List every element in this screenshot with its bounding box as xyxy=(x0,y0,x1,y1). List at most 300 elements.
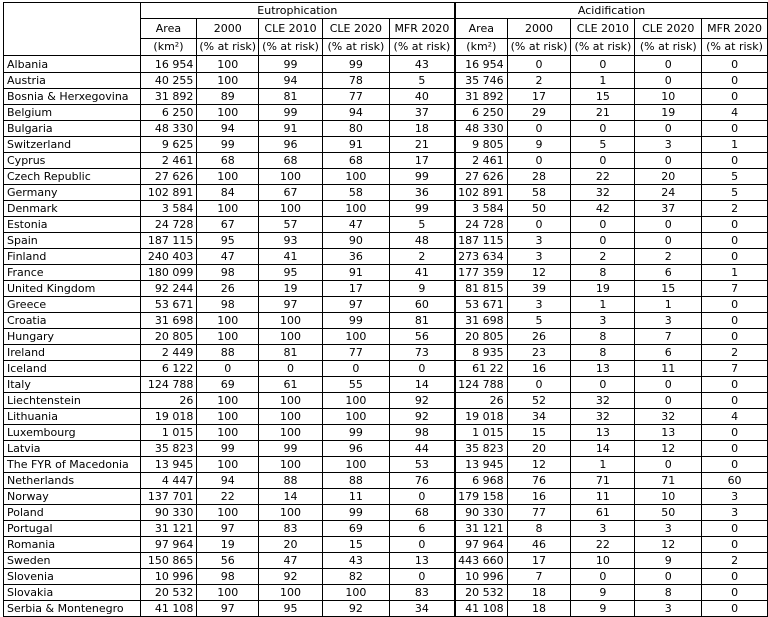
table-row xyxy=(4,601,768,617)
percent-cell: 96 xyxy=(322,441,389,457)
percent-cell: 6 xyxy=(635,345,702,361)
percent-cell: 67 xyxy=(197,217,259,233)
column-header: 2000 xyxy=(507,19,571,39)
table-row xyxy=(4,89,768,105)
area-cell: 13 945 xyxy=(455,457,507,473)
percent-cell: 77 xyxy=(322,345,389,361)
percent-cell: 11 xyxy=(635,361,702,377)
percent-cell: 0 xyxy=(507,217,571,233)
percent-cell: 100 xyxy=(322,409,389,425)
percent-cell: 0 xyxy=(389,489,455,505)
percent-cell: 6 xyxy=(389,521,455,537)
percent-cell: 8 xyxy=(635,585,702,601)
percent-cell: 0 xyxy=(635,233,702,249)
percent-cell: 99 xyxy=(259,105,323,121)
area-cell: 41 108 xyxy=(455,601,507,617)
percent-cell: 13 xyxy=(389,553,455,569)
percent-cell: 100 xyxy=(322,393,389,409)
table-row xyxy=(4,56,768,73)
area-cell: 31 121 xyxy=(455,521,507,537)
percent-cell: 36 xyxy=(322,249,389,265)
area-cell: 35 746 xyxy=(455,73,507,89)
percent-cell: 22 xyxy=(571,537,635,553)
percent-cell: 99 xyxy=(197,441,259,457)
percent-cell: 0 xyxy=(702,457,768,473)
percent-cell: 0 xyxy=(635,377,702,393)
percent-cell: 34 xyxy=(389,601,455,617)
percent-cell: 0 xyxy=(702,585,768,601)
column-unit: (% at risk) xyxy=(322,39,389,56)
percent-cell: 0 xyxy=(389,537,455,553)
area-cell: 6 122 xyxy=(140,361,197,377)
percent-cell: 4 xyxy=(702,409,768,425)
area-cell: 19 018 xyxy=(140,409,197,425)
percent-cell: 0 xyxy=(389,569,455,585)
percent-cell: 100 xyxy=(259,393,323,409)
eutrophication-group-header: Eutrophication xyxy=(140,3,455,19)
area-cell: 102 891 xyxy=(455,185,507,201)
percent-cell: 100 xyxy=(259,313,323,329)
country-name: Spain xyxy=(4,233,141,249)
area-cell: 3 584 xyxy=(455,201,507,217)
percent-cell: 56 xyxy=(197,553,259,569)
country-name: Iceland xyxy=(4,361,141,377)
area-cell: 26 xyxy=(455,393,507,409)
area-cell: 97 964 xyxy=(140,537,197,553)
percent-cell: 97 xyxy=(197,521,259,537)
percent-cell: 99 xyxy=(259,441,323,457)
area-cell: 6 250 xyxy=(455,105,507,121)
area-cell: 40 255 xyxy=(140,73,197,89)
percent-cell: 32 xyxy=(571,185,635,201)
percent-cell: 9 xyxy=(571,585,635,601)
percent-cell: 44 xyxy=(389,441,455,457)
percent-cell: 0 xyxy=(635,217,702,233)
header-blank-cell xyxy=(4,3,141,19)
percent-cell: 56 xyxy=(389,329,455,345)
percent-cell: 12 xyxy=(507,457,571,473)
percent-cell: 7 xyxy=(702,361,768,377)
area-cell: 10 996 xyxy=(455,569,507,585)
percent-cell: 100 xyxy=(197,169,259,185)
table-row xyxy=(4,105,768,121)
percent-cell: 19 xyxy=(571,281,635,297)
country-name: Lithuania xyxy=(4,409,141,425)
country-name: Greece xyxy=(4,297,141,313)
percent-cell: 58 xyxy=(322,185,389,201)
country-name: Albania xyxy=(4,56,141,73)
area-cell: 92 244 xyxy=(140,281,197,297)
column-unit: (% at risk) xyxy=(635,39,702,56)
percent-cell: 99 xyxy=(322,505,389,521)
percent-cell: 9 xyxy=(507,137,571,153)
percent-cell: 21 xyxy=(389,137,455,153)
table-row xyxy=(4,553,768,569)
percent-cell: 99 xyxy=(322,56,389,73)
column-unit: (% at risk) xyxy=(259,39,323,56)
percent-cell: 1 xyxy=(635,297,702,313)
percent-cell: 68 xyxy=(259,153,323,169)
country-name: Ireland xyxy=(4,345,141,361)
percent-cell: 99 xyxy=(259,56,323,73)
table-row xyxy=(4,217,768,233)
percent-cell: 8 xyxy=(507,521,571,537)
percent-cell: 88 xyxy=(322,473,389,489)
percent-cell: 50 xyxy=(507,201,571,217)
area-cell: 27 626 xyxy=(140,169,197,185)
percent-cell: 19 xyxy=(197,537,259,553)
percent-cell: 77 xyxy=(507,505,571,521)
percent-cell: 55 xyxy=(322,377,389,393)
percent-cell: 0 xyxy=(702,233,768,249)
percent-cell: 5 xyxy=(571,137,635,153)
area-cell: 124 788 xyxy=(140,377,197,393)
percent-cell: 1 xyxy=(571,73,635,89)
percent-cell: 100 xyxy=(259,201,323,217)
area-cell: 179 158 xyxy=(455,489,507,505)
percent-cell: 3 xyxy=(635,521,702,537)
percent-cell: 68 xyxy=(322,153,389,169)
percent-cell: 94 xyxy=(322,105,389,121)
percent-cell: 95 xyxy=(197,233,259,249)
percent-cell: 0 xyxy=(259,361,323,377)
country-name: Serbia & Montenegro xyxy=(4,601,141,617)
table-row xyxy=(4,281,768,297)
percent-cell: 76 xyxy=(507,473,571,489)
country-name: Norway xyxy=(4,489,141,505)
table-row xyxy=(4,137,768,153)
percent-cell: 83 xyxy=(259,521,323,537)
percent-cell: 57 xyxy=(259,217,323,233)
percent-cell: 100 xyxy=(259,505,323,521)
percent-cell: 0 xyxy=(507,56,571,73)
percent-cell: 94 xyxy=(197,473,259,489)
percent-cell: 3 xyxy=(507,297,571,313)
percent-cell: 68 xyxy=(389,505,455,521)
percent-cell: 3 xyxy=(507,233,571,249)
percent-cell: 0 xyxy=(635,153,702,169)
country-name: Germany xyxy=(4,185,141,201)
header-column-row xyxy=(4,19,768,39)
area-cell: 19 018 xyxy=(455,409,507,425)
percent-cell: 5 xyxy=(507,313,571,329)
area-cell: 27 626 xyxy=(455,169,507,185)
country-name: Finland xyxy=(4,249,141,265)
area-cell: 443 660 xyxy=(455,553,507,569)
percent-cell: 18 xyxy=(507,585,571,601)
area-cell: 16 954 xyxy=(140,56,197,73)
percent-cell: 97 xyxy=(259,297,323,313)
percent-cell: 92 xyxy=(322,601,389,617)
percent-cell: 60 xyxy=(702,473,768,489)
column-unit: (km²) xyxy=(455,39,507,56)
country-name: United Kingdom xyxy=(4,281,141,297)
table-row xyxy=(4,409,768,425)
country-name: Cyprus xyxy=(4,153,141,169)
percent-cell: 0 xyxy=(702,217,768,233)
area-cell: 180 099 xyxy=(140,265,197,281)
table-row xyxy=(4,361,768,377)
percent-cell: 3 xyxy=(702,505,768,521)
percent-cell: 22 xyxy=(571,169,635,185)
header-unit-row xyxy=(4,39,768,56)
percent-cell: 69 xyxy=(322,521,389,537)
percent-cell: 4 xyxy=(702,105,768,121)
percent-cell: 98 xyxy=(197,297,259,313)
area-cell: 2 449 xyxy=(140,345,197,361)
percent-cell: 0 xyxy=(702,73,768,89)
percent-cell: 48 xyxy=(389,233,455,249)
area-cell: 31 892 xyxy=(140,89,197,105)
percent-cell: 0 xyxy=(322,361,389,377)
percent-cell: 100 xyxy=(259,409,323,425)
percent-cell: 20 xyxy=(507,441,571,457)
percent-cell: 0 xyxy=(702,56,768,73)
table-row xyxy=(4,585,768,601)
country-name: Croatia xyxy=(4,313,141,329)
percent-cell: 0 xyxy=(635,393,702,409)
percent-cell: 0 xyxy=(635,457,702,473)
percent-cell: 12 xyxy=(635,537,702,553)
percent-cell: 3 xyxy=(702,489,768,505)
percent-cell: 83 xyxy=(389,585,455,601)
percent-cell: 1 xyxy=(571,457,635,473)
table-row xyxy=(4,393,768,409)
country-name: Portugal xyxy=(4,521,141,537)
percent-cell: 3 xyxy=(507,249,571,265)
percent-cell: 0 xyxy=(571,153,635,169)
table-row xyxy=(4,521,768,537)
percent-cell: 0 xyxy=(507,121,571,137)
area-cell: 20 805 xyxy=(455,329,507,345)
percent-cell: 78 xyxy=(322,73,389,89)
area-cell: 24 728 xyxy=(140,217,197,233)
percent-cell: 18 xyxy=(389,121,455,137)
percent-cell: 47 xyxy=(259,553,323,569)
percent-cell: 99 xyxy=(197,137,259,153)
percent-cell: 43 xyxy=(389,56,455,73)
percent-cell: 0 xyxy=(702,601,768,617)
percent-cell: 9 xyxy=(571,601,635,617)
area-cell: 48 330 xyxy=(140,121,197,137)
percent-cell: 0 xyxy=(507,153,571,169)
country-name: Liechtenstein xyxy=(4,393,141,409)
percent-cell: 96 xyxy=(259,137,323,153)
percent-cell: 100 xyxy=(322,201,389,217)
percent-cell: 28 xyxy=(507,169,571,185)
percent-cell: 2 xyxy=(635,249,702,265)
country-name: The FYR of Macedonia xyxy=(4,457,141,473)
area-cell: 13 945 xyxy=(140,457,197,473)
area-cell: 90 330 xyxy=(140,505,197,521)
percent-cell: 100 xyxy=(197,329,259,345)
area-cell: 20 532 xyxy=(140,585,197,601)
country-name: Luxembourg xyxy=(4,425,141,441)
area-cell: 48 330 xyxy=(455,121,507,137)
percent-cell: 100 xyxy=(259,457,323,473)
area-cell: 31 892 xyxy=(455,89,507,105)
percent-cell: 17 xyxy=(507,553,571,569)
percent-cell: 0 xyxy=(197,361,259,377)
percent-cell: 81 xyxy=(389,313,455,329)
percent-cell: 58 xyxy=(507,185,571,201)
percent-cell: 0 xyxy=(702,89,768,105)
percent-cell: 16 xyxy=(507,489,571,505)
percent-cell: 32 xyxy=(571,393,635,409)
table-row xyxy=(4,121,768,137)
percent-cell: 61 xyxy=(259,377,323,393)
area-cell: 20 532 xyxy=(455,585,507,601)
percent-cell: 1 xyxy=(702,265,768,281)
table-container xyxy=(3,2,768,617)
percent-cell: 5 xyxy=(702,169,768,185)
percent-cell: 13 xyxy=(571,425,635,441)
table-row xyxy=(4,473,768,489)
percent-cell: 91 xyxy=(322,137,389,153)
percent-cell: 13 xyxy=(571,361,635,377)
percent-cell: 0 xyxy=(702,393,768,409)
percent-cell: 100 xyxy=(322,329,389,345)
percent-cell: 36 xyxy=(389,185,455,201)
area-cell: 61 22 xyxy=(455,361,507,377)
percent-cell: 6 xyxy=(635,265,702,281)
percent-cell: 81 xyxy=(259,345,323,361)
area-cell: 53 671 xyxy=(455,297,507,313)
percent-cell: 0 xyxy=(635,56,702,73)
risk-table xyxy=(3,2,768,617)
table-row xyxy=(4,297,768,313)
percent-cell: 32 xyxy=(571,409,635,425)
percent-cell: 3 xyxy=(635,313,702,329)
column-unit: (% at risk) xyxy=(571,39,635,56)
percent-cell: 100 xyxy=(197,425,259,441)
percent-cell: 15 xyxy=(322,537,389,553)
header-blank-cell xyxy=(4,19,141,39)
table-row xyxy=(4,377,768,393)
table-row xyxy=(4,489,768,505)
area-cell: 3 584 xyxy=(140,201,197,217)
area-cell: 102 891 xyxy=(140,185,197,201)
area-cell: 20 805 xyxy=(140,329,197,345)
percent-cell: 98 xyxy=(389,425,455,441)
percent-cell: 68 xyxy=(197,153,259,169)
area-cell: 124 788 xyxy=(455,377,507,393)
area-cell: 81 815 xyxy=(455,281,507,297)
percent-cell: 69 xyxy=(197,377,259,393)
area-cell: 97 964 xyxy=(455,537,507,553)
percent-cell: 9 xyxy=(389,281,455,297)
percent-cell: 73 xyxy=(389,345,455,361)
percent-cell: 1 xyxy=(702,137,768,153)
percent-cell: 92 xyxy=(389,393,455,409)
table-row xyxy=(4,345,768,361)
percent-cell: 2 xyxy=(507,73,571,89)
table-row xyxy=(4,313,768,329)
percent-cell: 50 xyxy=(635,505,702,521)
area-cell: 6 250 xyxy=(140,105,197,121)
percent-cell: 94 xyxy=(197,121,259,137)
percent-cell: 0 xyxy=(635,569,702,585)
country-name: Latvia xyxy=(4,441,141,457)
percent-cell: 0 xyxy=(702,249,768,265)
percent-cell: 17 xyxy=(389,153,455,169)
column-unit: (% at risk) xyxy=(389,39,455,56)
column-header: CLE 2020 xyxy=(322,19,389,39)
percent-cell: 16 xyxy=(507,361,571,377)
table-row xyxy=(4,441,768,457)
percent-cell: 32 xyxy=(635,409,702,425)
percent-cell: 100 xyxy=(197,393,259,409)
country-name: Bosnia & Herxegovina xyxy=(4,89,141,105)
percent-cell: 12 xyxy=(507,265,571,281)
area-cell: 150 865 xyxy=(140,553,197,569)
column-header: MFR 2020 xyxy=(702,19,768,39)
percent-cell: 40 xyxy=(389,89,455,105)
percent-cell: 0 xyxy=(702,329,768,345)
country-name: Czech Republic xyxy=(4,169,141,185)
percent-cell: 47 xyxy=(322,217,389,233)
percent-cell: 100 xyxy=(322,585,389,601)
percent-cell: 14 xyxy=(389,377,455,393)
table-row xyxy=(4,265,768,281)
percent-cell: 7 xyxy=(635,329,702,345)
percent-cell: 0 xyxy=(571,121,635,137)
table-row xyxy=(4,457,768,473)
area-cell: 273 634 xyxy=(455,249,507,265)
percent-cell: 100 xyxy=(322,169,389,185)
percent-cell: 37 xyxy=(389,105,455,121)
percent-cell: 3 xyxy=(635,601,702,617)
percent-cell: 97 xyxy=(322,297,389,313)
percent-cell: 93 xyxy=(259,233,323,249)
percent-cell: 39 xyxy=(507,281,571,297)
percent-cell: 88 xyxy=(259,473,323,489)
area-cell: 1 015 xyxy=(140,425,197,441)
percent-cell: 0 xyxy=(571,56,635,73)
area-cell: 90 330 xyxy=(455,505,507,521)
column-header: CLE 2020 xyxy=(635,19,702,39)
percent-cell: 0 xyxy=(702,153,768,169)
percent-cell: 2 xyxy=(571,249,635,265)
area-cell: 31 698 xyxy=(455,313,507,329)
percent-cell: 0 xyxy=(635,121,702,137)
country-name: Hungary xyxy=(4,329,141,345)
table-row xyxy=(4,569,768,585)
percent-cell: 81 xyxy=(259,89,323,105)
percent-cell: 100 xyxy=(197,457,259,473)
area-cell: 137 701 xyxy=(140,489,197,505)
acidification-group-header: Acidification xyxy=(455,3,767,19)
percent-cell: 95 xyxy=(259,601,323,617)
percent-cell: 92 xyxy=(259,569,323,585)
percent-cell: 7 xyxy=(507,569,571,585)
country-name: Slovenia xyxy=(4,569,141,585)
percent-cell: 1 xyxy=(571,297,635,313)
percent-cell: 0 xyxy=(702,121,768,137)
table-row xyxy=(4,185,768,201)
percent-cell: 100 xyxy=(197,505,259,521)
percent-cell: 98 xyxy=(197,569,259,585)
percent-cell: 99 xyxy=(322,425,389,441)
country-name: Denmark xyxy=(4,201,141,217)
percent-cell: 0 xyxy=(702,377,768,393)
percent-cell: 100 xyxy=(197,56,259,73)
percent-cell: 94 xyxy=(259,73,323,89)
column-header: 2000 xyxy=(197,19,259,39)
percent-cell: 26 xyxy=(507,329,571,345)
area-cell: 53 671 xyxy=(140,297,197,313)
percent-cell: 0 xyxy=(702,313,768,329)
